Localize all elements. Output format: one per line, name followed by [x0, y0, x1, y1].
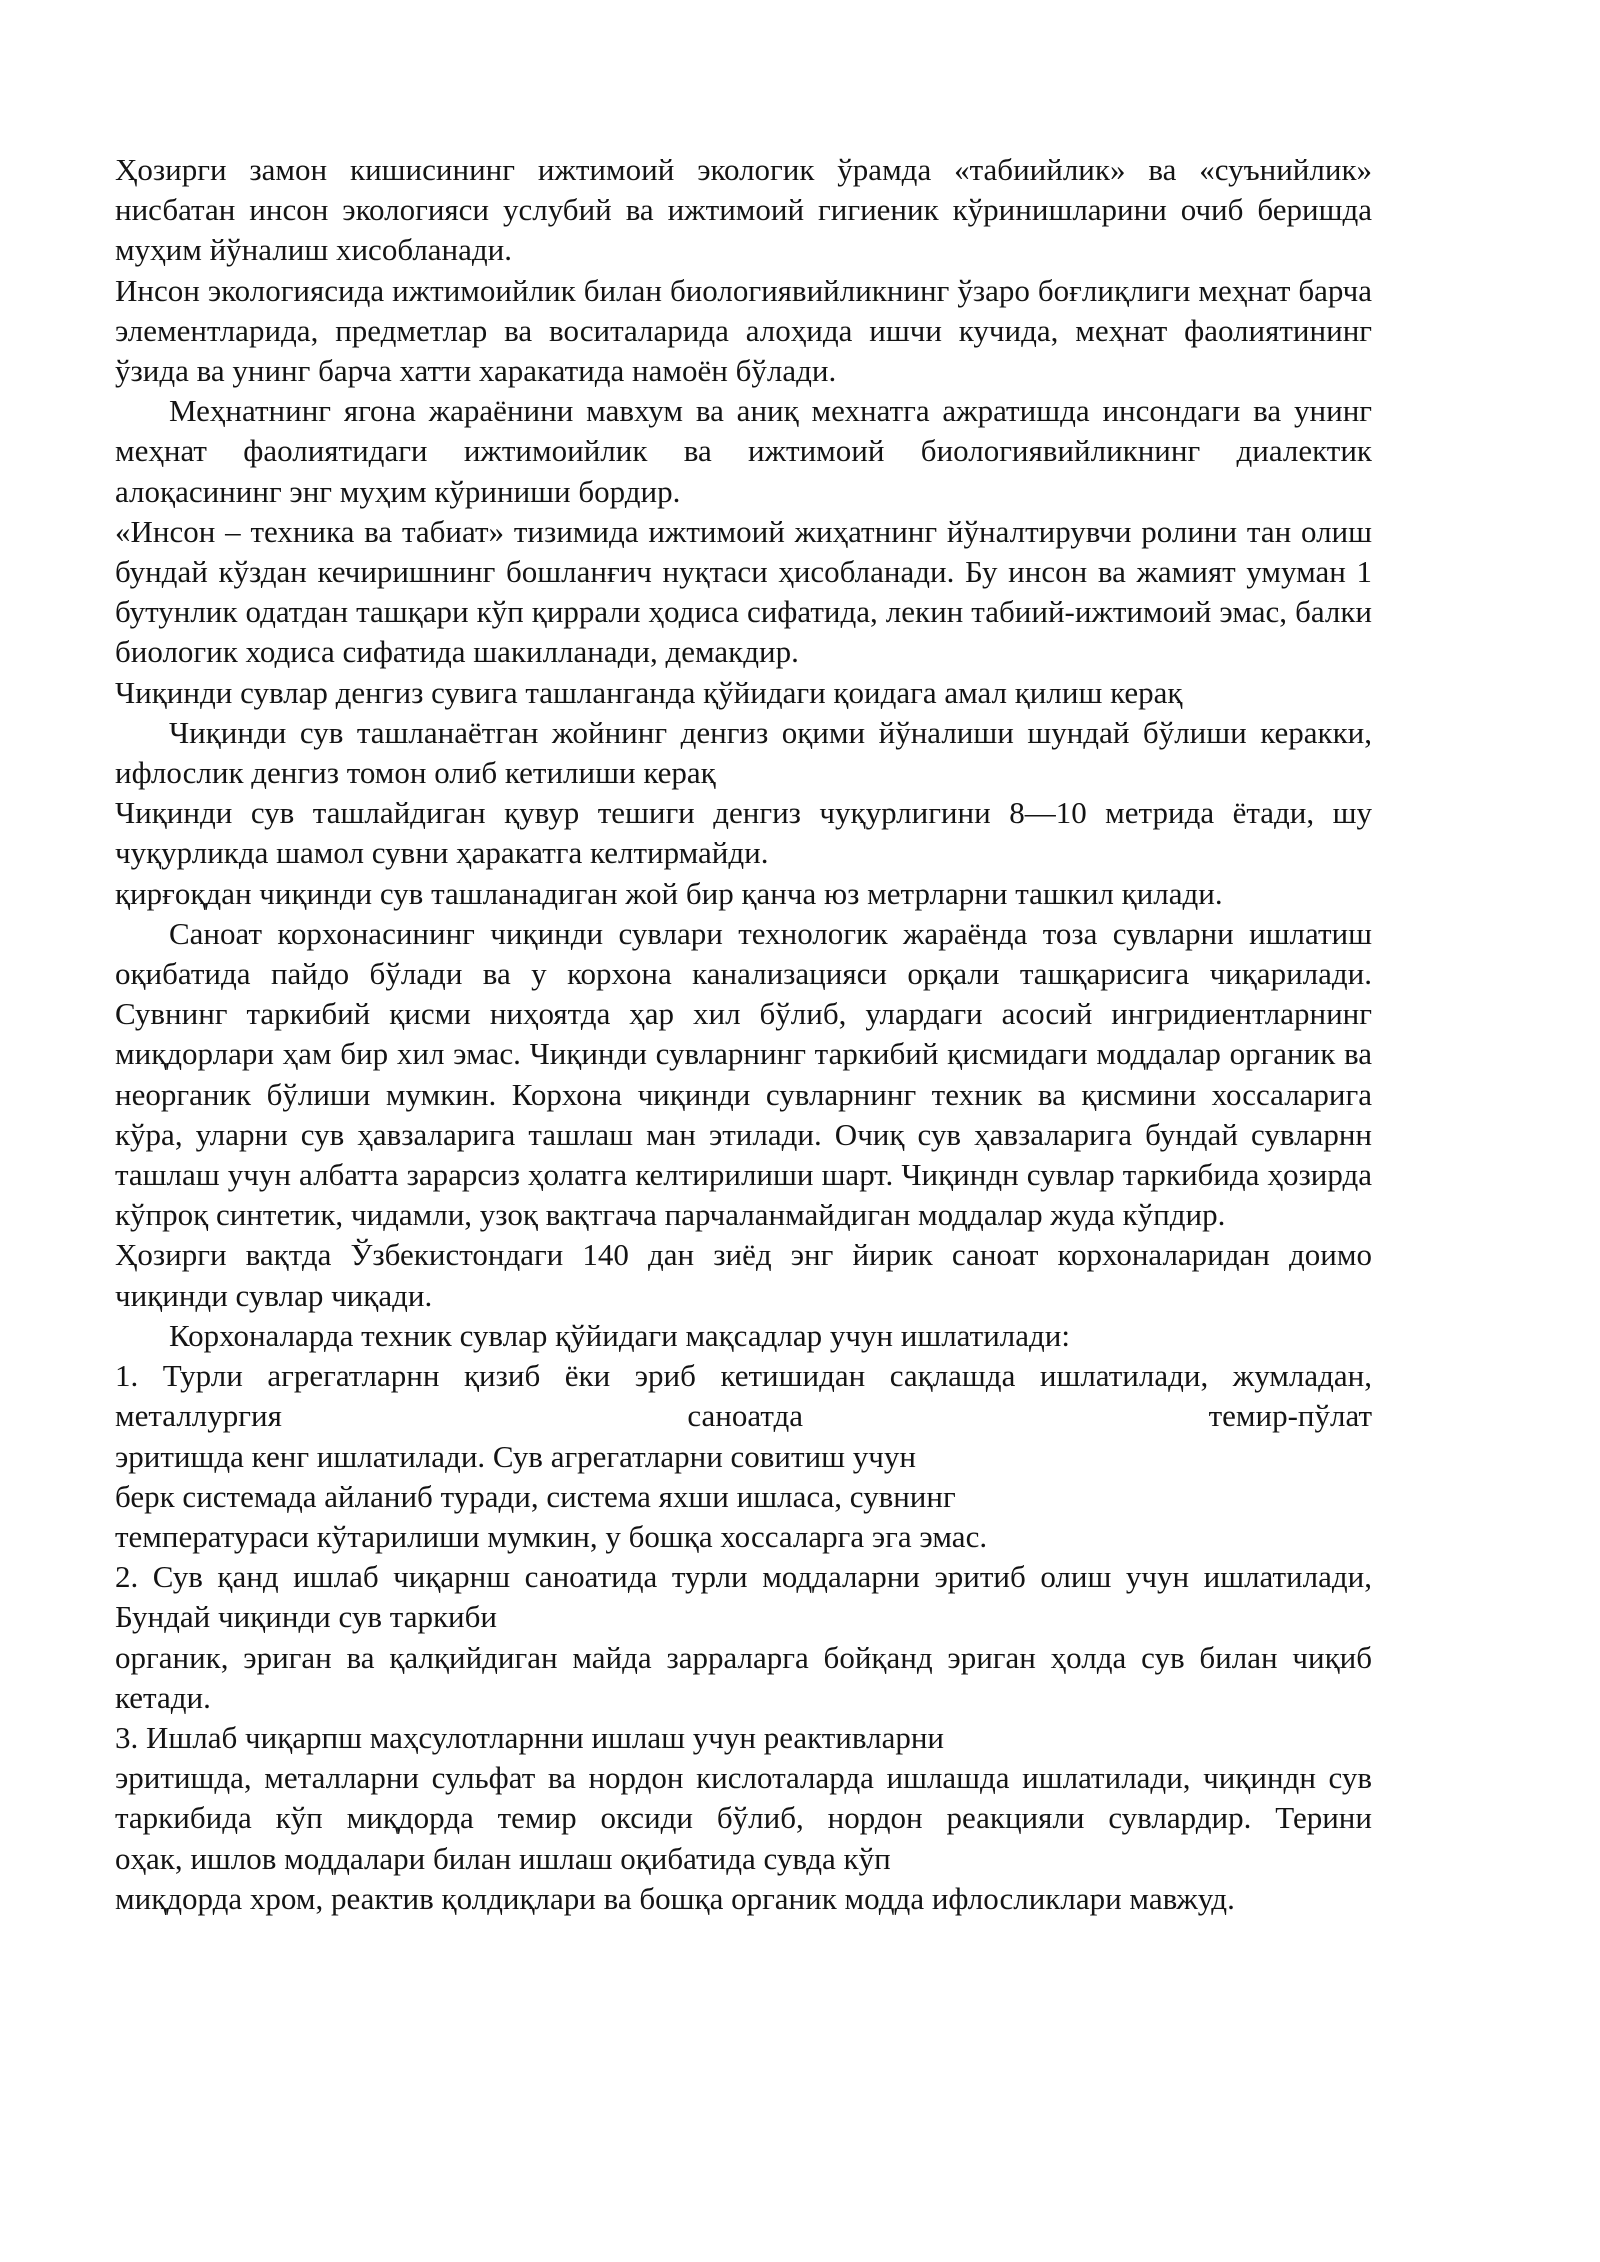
- paragraph-8: қирғоқдан чиқинди сув ташланадиган жой бир қанча юз метрларни ташкил қилади.: [115, 875, 1223, 911]
- list-item-1-line-3: берк системада айланиб туради, система яхши ишласа, сувнинг: [115, 1478, 956, 1514]
- list-item-2-line-2: органик, эриган ва қалқийдиган майда зарраларга бойқанд эриган ҳолда сув билан чиқиб кетади.: [115, 1639, 1372, 1715]
- list-item-3-line-4: миқдорда хром, реактив қолдиқлари ва бошқа органик модда ифлосликлари мавжуд.: [115, 1880, 1235, 1916]
- paragraph-10: Ҳозирги вақтда Ўзбекистондаги 140 дан зиёд энг йирик саноат корхоналаридан доимо чиқинди сувлар чиқади.: [115, 1237, 1372, 1313]
- list-item-1-line-4: температураси кўтарилиши мумкин, у бошқа хоссаларга эга эмас.: [115, 1518, 988, 1554]
- paragraph-7: Чиқинди сув ташлайдиган қувур тешиги денгиз чуқурлигини 8—10 метрида ётади, шу чуқурликда шамол сувни ҳаракатга келтирмайди.: [115, 795, 1372, 871]
- paragraph-1: Ҳозирги замон кишисининг ижтимоий экологик ўрамда «табиийлик» ва «суънийлик» нисбатан инсон экологияси услубий ва ижтимоий гигиеник кўринишларини очиб беришда муҳим йўналиш хисобланади.: [115, 152, 1372, 268]
- paragraph-5: Чиқинди сувлар денгиз сувига ташланганда қўйидаги қоидага амал қилиш керақ: [115, 674, 1183, 710]
- paragraph-2: Инсон экологиясида ижтимоийлик билан биологиявийликнинг ўзаро боғлиқлиги меҳнат барча элементларида, предметлар ва воситаларида алоҳида ишчи кучида, меҳнат фаолиятининг ўзида ва унинг барча хатти харакатида намоён бўлади.: [115, 272, 1372, 389]
- list-item-1-line-2: эритишда кенг ишлатилади. Сув агрегатларни совитиш учун: [115, 1438, 916, 1474]
- paragraph-3: Меҳнатнинг ягона жараёнини мавхум ва аниқ мехнатга ажратишда инсондаги ва унинг меҳнат фаолиятидаги ижтимоийлик ва ижтимоий биологиявийликнинг диалектик алоқасининг энг муҳим кўриниши бордир.: [115, 393, 1372, 509]
- list-item-2: 2. Сув қанд ишлаб чиқарнш саноатида турли моддаларни эритиб олиш учун ишлатилади, Бундай чиқинди сув таркиби: [115, 1559, 1372, 1635]
- document-page: [115, 150, 1372, 1919]
- paragraph-11: Корхоналарда техник сувлар қўйидаги мақсадлар учун ишлатилади:: [169, 1317, 1070, 1353]
- paragraph-4: «Инсон – техника ва табиат» тизимида ижтимоий жиҳатнинг йўналтирувчи ролини тан олиш бундай кўздан кечиришнинг бошланғич нуқтаси ҳисобланади. Бу инсон ва жамият умуман 1 бутунлик одатдан ташқари кўп қиррали ҳодиса сифатида, лекин табиий-ижтимоий эмас, балки биологик ходиса сифатида шакилланади, демакдир.: [115, 513, 1372, 670]
- paragraph-9: Саноат корхонасининг чиқинди сувлари технологик жараёнда тоза сувларни ишлатиш оқибатида пайдо бўлади ва у корхона канализацияси орқали ташқарисига чиқарилади. Сувнинг таркибий қисми ниҳоятда ҳар хил бўлиб, улардаги асосий ингридиентларнинг миқдорлари ҳам бир хил эмас. Чиқинди сувларнинг таркибий қисмидаги моддалар органик ва неорганик бўлиши мумкин. Корхона чиқинди сувларнинг техник ва қисмини хоссаларига кўра, уларни сув ҳавзаларига ташлаш ман этилади. Очиқ сув ҳавзаларига бундай сувларнн ташлаш учун албатта зарарсиз ҳолатга келтирилиши шарт. Чиқиндн сувлар таркибида ҳозирда кўпроқ синтетик, чидамли, узоқ вақтгача парчаланмайдиган моддалар жуда кўпдир.: [115, 915, 1372, 1233]
- list-item-1: 1. Турли агрегатларнн қизиб ёки эриб кетишидан сақлашда ишлатилади, жумладан, металлургия саноатда темир-пўлат: [115, 1358, 1372, 1434]
- paragraph-6: Чиқинди сув ташланаётган жойнинг денгиз оқими йўналиши шундай бўлиши керакки, ифлослик денгиз томон олиб кетилиши керақ: [115, 714, 1372, 791]
- list-item-3: 3. Ишлаб чиқарпш маҳсулотларнни ишлаш учун реактивларни: [115, 1719, 945, 1755]
- list-item-3-line-3: оҳак, ишлов моддалари билан ишлаш оқибатида сувда кўп: [115, 1840, 891, 1876]
- list-item-3-line-2: эритишда, металларни сульфат ва нордон кислоталарда ишлашда ишлатилади, чиқиндн сув таркибида кўп миқдорда темир оксиди бўлиб, нордон реакцияли сувлардир. Терини: [115, 1760, 1372, 1836]
